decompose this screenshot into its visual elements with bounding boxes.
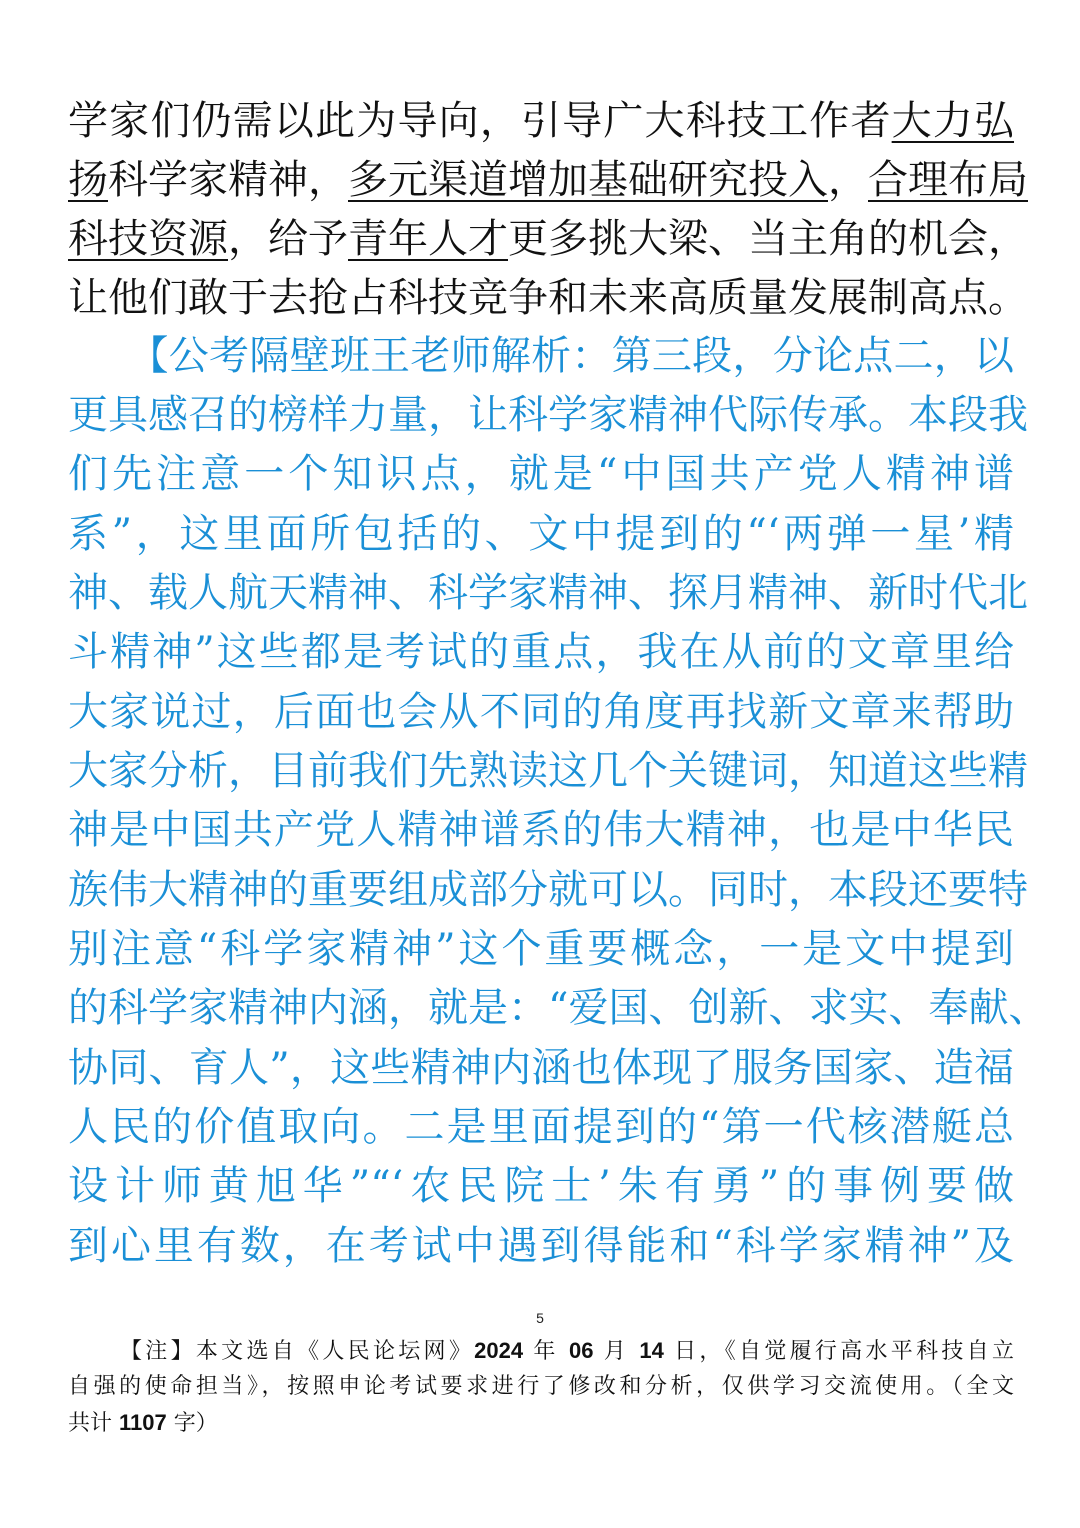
analysis-line-7: 大家说过，后面也会从不同的角度再找新文章来帮助 bbox=[68, 689, 1014, 735]
note-text: 年 bbox=[533, 1339, 559, 1364]
note-text: 日，《自觉履行高水平科技自立 bbox=[674, 1339, 1014, 1364]
body-text: 更多挑大梁、当主角的机会， bbox=[508, 216, 1028, 262]
underlined-phrase: 大力弘 bbox=[891, 98, 1015, 144]
note-text: 字） bbox=[173, 1411, 218, 1436]
analysis-line-8: 大家分析，目前我们先熟读这几个关键词，知道这些精 bbox=[68, 748, 1028, 794]
note-char-count: 1107 bbox=[119, 1410, 167, 1435]
analysis-line-2: 更具感召的榜样力量，让科学家精神代际传承。本段我 bbox=[68, 392, 1028, 438]
analysis-line-4: 系”，这里面所包括的、文中提到的“‘两弹一星’精 bbox=[68, 511, 1014, 557]
note-month: 06 bbox=[568, 1338, 594, 1363]
page-number: 5 bbox=[536, 1310, 544, 1326]
footer-note-line-1 bbox=[120, 1336, 1014, 1367]
analysis-line-16: 到心里有数，在考试中遇到得能和“科学家精神”及 bbox=[68, 1223, 1014, 1269]
body-text: 让他们敢于去抢占科技竞争和未来高质量发展制高点。 bbox=[68, 275, 1028, 321]
note-year: 2024 bbox=[474, 1338, 524, 1363]
body-text: 科学家精神， bbox=[108, 157, 348, 203]
analysis-line-1: 【公考隔壁班王老师解析：第三段，分论点二，以 bbox=[68, 333, 1014, 379]
analysis-line-15: 设计师黄旭华”“‘农民院士’朱有勇”的事例要做 bbox=[68, 1163, 1014, 1209]
analysis-line-13: 协同、育人”，这些精神内涵也体现了服务国家、造福 bbox=[68, 1045, 1014, 1091]
underlined-phrase: 扬 bbox=[68, 157, 108, 203]
underlined-phrase: 科技资源 bbox=[68, 216, 228, 262]
body-line-3 bbox=[68, 213, 1028, 265]
note-text: 【注】本文选自《人民论坛网》 bbox=[120, 1339, 475, 1364]
body-text: ， bbox=[828, 157, 868, 203]
footer-note-line-3 bbox=[68, 1408, 1014, 1439]
analysis-line-11: 别注意“科学家精神”这个重要概念，一是文中提到 bbox=[68, 926, 1014, 972]
footer-note-line-2: 自强的使命担当》，按照申论考试要求进行了修改和分析，仅供学习交流使用。（全文 bbox=[68, 1374, 1014, 1399]
analysis-line-6: 斗精神”这些都是考试的重点，我在从前的文章里给 bbox=[68, 629, 1014, 675]
note-text: 月 bbox=[603, 1339, 630, 1364]
body-text: ，给予 bbox=[228, 216, 348, 262]
underlined-phrase: 多元渠道增加基础研究投入 bbox=[348, 157, 828, 203]
analysis-line-14: 人民的价值取向。二是里面提到的“第一代核潜艇总 bbox=[68, 1104, 1014, 1150]
underlined-phrase: 合理布局 bbox=[868, 157, 1028, 203]
body-line-4 bbox=[68, 272, 1028, 324]
body-line-2 bbox=[68, 154, 1028, 206]
body-text: 学家们仍需以此为导向，引导广大科技工作者 bbox=[68, 98, 892, 144]
analysis-line-9: 神是中国共产党人精神谱系的伟大精神，也是中华民 bbox=[68, 807, 1014, 853]
analysis-line-5: 神、载人航天精神、科学家精神、探月精神、新时代北 bbox=[68, 570, 1028, 616]
body-line-1 bbox=[68, 95, 1014, 147]
underlined-phrase: 青年人才 bbox=[348, 216, 508, 262]
note-text: 共计 bbox=[68, 1411, 113, 1436]
analysis-line-3: 们先注意一个知识点，就是“中国共产党人精神谱 bbox=[68, 451, 1014, 497]
analysis-line-12: 的科学家精神内涵，就是：“爱国、创新、求实、奉献、 bbox=[68, 985, 1049, 1031]
analysis-line-10: 族伟大精神的重要组成部分就可以。同时，本段还要特 bbox=[68, 867, 1028, 913]
note-day: 14 bbox=[639, 1338, 664, 1363]
